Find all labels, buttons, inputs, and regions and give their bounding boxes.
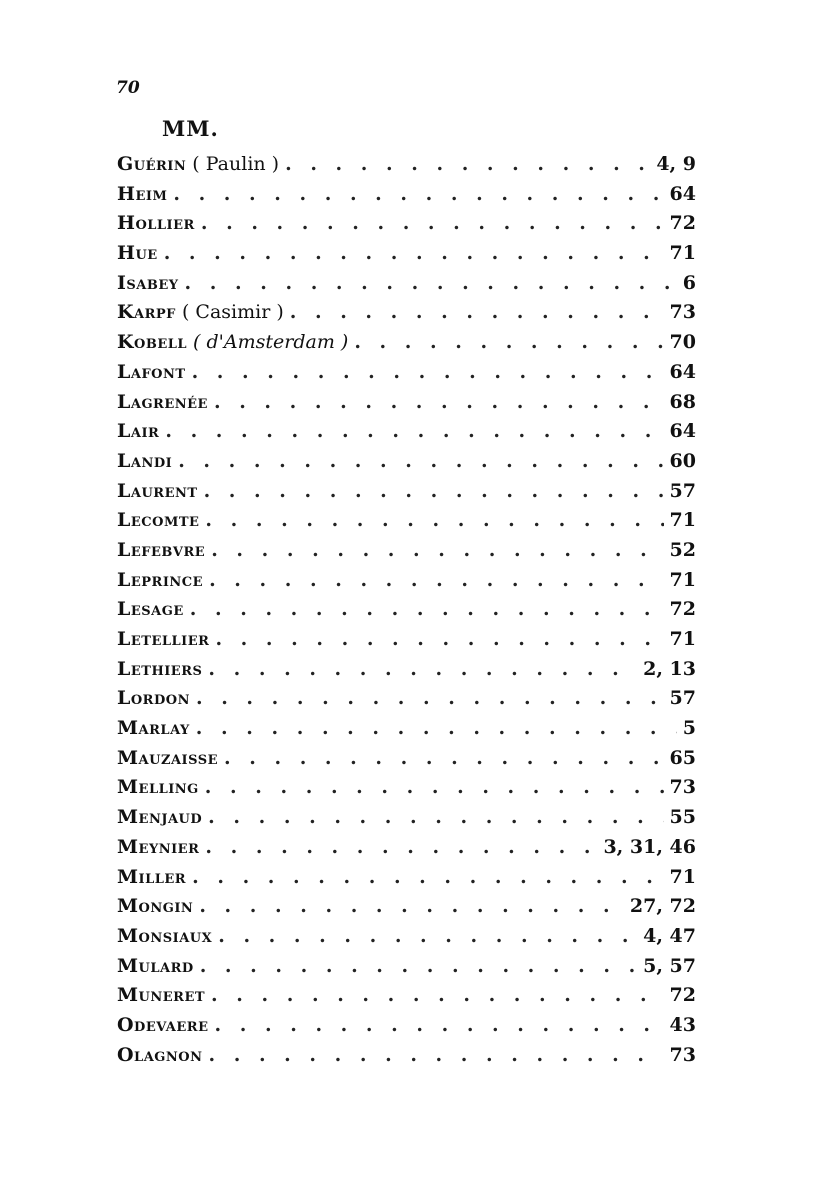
artist-name: Mongin — [117, 895, 194, 918]
index-entry — [117, 684, 696, 714]
artist-name: Hollier — [117, 212, 195, 235]
index-entry — [117, 625, 696, 655]
dot-leader — [214, 388, 664, 418]
index-entry — [117, 536, 696, 566]
page-references: 64 — [669, 420, 696, 443]
index-entry — [117, 506, 696, 536]
page-references: 71 — [669, 865, 696, 888]
index-entry — [117, 803, 696, 833]
index-entry — [117, 269, 696, 299]
artist-name: Muneret — [117, 984, 206, 1007]
artist-name: Mauzaisse — [117, 746, 219, 769]
artist-name: Lefebvre — [117, 538, 206, 561]
artist-name: Lair — [117, 420, 160, 443]
artist-qualifier: ( d'Amsterdam ) — [187, 331, 349, 354]
dot-leader — [208, 1041, 663, 1071]
dot-leader — [164, 239, 664, 269]
artist-name: Odevaere — [117, 1013, 209, 1036]
page-references: 5, 57 — [643, 954, 696, 977]
page-references: 4, 47 — [643, 924, 696, 947]
dot-leader — [208, 655, 637, 685]
artist-name: Lordon — [117, 687, 190, 710]
page-references: 71 — [669, 509, 696, 532]
artist-name: Heim — [117, 182, 168, 205]
index-entry — [117, 892, 696, 922]
artist-name: Lecomte — [117, 509, 200, 532]
page-references: 70 — [669, 331, 696, 354]
dot-leader — [196, 714, 677, 744]
page-references: 73 — [669, 1043, 696, 1066]
artist-name: Letellier — [117, 628, 210, 650]
dot-leader — [215, 625, 663, 655]
index-entry — [117, 744, 696, 774]
artist-name: Mulard — [117, 954, 194, 977]
page-references: 73 — [669, 301, 696, 324]
artist-name: Laurent — [117, 479, 198, 502]
artist-name: Lafont — [117, 360, 186, 383]
artist-name: Leprince — [117, 568, 204, 591]
index-entry — [117, 417, 696, 447]
page-references: 72 — [669, 984, 696, 1007]
page-references: 65 — [669, 746, 696, 769]
artist-name: Marlay — [117, 717, 190, 740]
page-references: 73 — [669, 776, 696, 799]
dot-leader — [285, 150, 650, 180]
artist-index-list — [117, 150, 696, 1070]
dot-leader — [215, 1011, 664, 1041]
index-entry — [117, 447, 696, 477]
index-entry — [117, 655, 696, 685]
dot-leader — [209, 566, 663, 596]
dot-leader — [173, 180, 663, 210]
page-references: 57 — [669, 687, 696, 710]
page-references: 71 — [669, 628, 696, 650]
page-references: 55 — [669, 806, 696, 829]
page-references: 6 — [682, 271, 696, 294]
page-references: 71 — [669, 242, 696, 265]
page-references: 4, 9 — [656, 153, 696, 175]
page-references: 57 — [669, 479, 696, 502]
dot-leader — [178, 447, 663, 477]
dot-leader — [211, 981, 664, 1011]
page-references: 3, 31, 46 — [603, 835, 696, 858]
dot-leader — [290, 298, 664, 328]
artist-name: Hue — [117, 242, 158, 265]
index-entry — [117, 595, 696, 625]
dot-leader — [201, 209, 664, 239]
artist-name: Lesage — [117, 598, 184, 621]
dot-leader — [208, 803, 663, 833]
page-references: 2, 13 — [643, 657, 696, 680]
artist-name: Miller — [117, 865, 187, 888]
page-references: 5 — [682, 717, 696, 740]
dot-leader — [199, 892, 624, 922]
index-entry — [117, 714, 696, 744]
dot-leader — [211, 536, 663, 566]
page-references: 64 — [669, 182, 696, 205]
index-entry — [117, 952, 696, 982]
dot-leader — [204, 477, 664, 507]
index-entry — [117, 863, 696, 893]
artist-qualifier: ( Paulin ) — [186, 153, 280, 175]
index-entry — [117, 298, 696, 328]
dot-leader — [196, 684, 664, 714]
dot-leader — [192, 863, 663, 893]
index-entry — [117, 1011, 696, 1041]
artist-name: Lagrenée — [117, 390, 208, 413]
index-entry — [117, 180, 696, 210]
artist-qualifier: ( Casimir ) — [175, 301, 284, 324]
section-header: MM. — [162, 116, 219, 141]
page-references: 60 — [669, 449, 696, 472]
dot-leader — [192, 358, 664, 388]
page-references: 27, 72 — [629, 895, 696, 918]
index-entry — [117, 566, 696, 596]
page-references: 72 — [669, 598, 696, 621]
artist-name: Isabey — [117, 271, 179, 294]
artist-name: Meynier — [117, 835, 200, 858]
artist-name: Karpf — [117, 301, 176, 324]
index-entry — [117, 239, 696, 269]
dot-leader — [218, 922, 637, 952]
page-references: 43 — [669, 1013, 696, 1036]
dot-leader — [205, 773, 664, 803]
artist-name: Landi — [117, 449, 173, 472]
index-entry — [117, 922, 696, 952]
artist-name: Kobell — [117, 331, 188, 354]
dot-leader — [224, 744, 664, 774]
index-entry — [117, 773, 696, 803]
index-entry — [117, 328, 696, 358]
index-entry — [117, 833, 696, 863]
artist-name: Monsiaux — [117, 924, 213, 947]
dot-leader — [205, 833, 597, 863]
dot-leader — [165, 417, 663, 447]
artist-name: Olagnon — [117, 1043, 203, 1066]
page-references: 71 — [669, 568, 696, 591]
artist-name: Lethiers — [117, 657, 203, 680]
artist-name: Melling — [117, 776, 199, 799]
index-entry — [117, 150, 696, 180]
index-entry — [117, 1041, 696, 1071]
dot-leader — [205, 506, 663, 536]
page-references: 52 — [669, 538, 696, 561]
index-entry — [117, 477, 696, 507]
index-entry — [117, 358, 696, 388]
index-entry — [117, 981, 696, 1011]
artist-name: Menjaud — [117, 806, 203, 829]
dot-leader — [200, 952, 637, 982]
page-number: 70 — [116, 78, 140, 98]
dot-leader — [354, 328, 663, 358]
page-references: 68 — [669, 390, 696, 413]
page-references: 72 — [669, 212, 696, 235]
artist-name: Guérin — [117, 153, 187, 175]
index-entry — [117, 388, 696, 418]
index-entry — [117, 209, 696, 239]
page-references: 64 — [669, 360, 696, 383]
dot-leader — [190, 595, 664, 625]
dot-leader — [185, 269, 677, 299]
